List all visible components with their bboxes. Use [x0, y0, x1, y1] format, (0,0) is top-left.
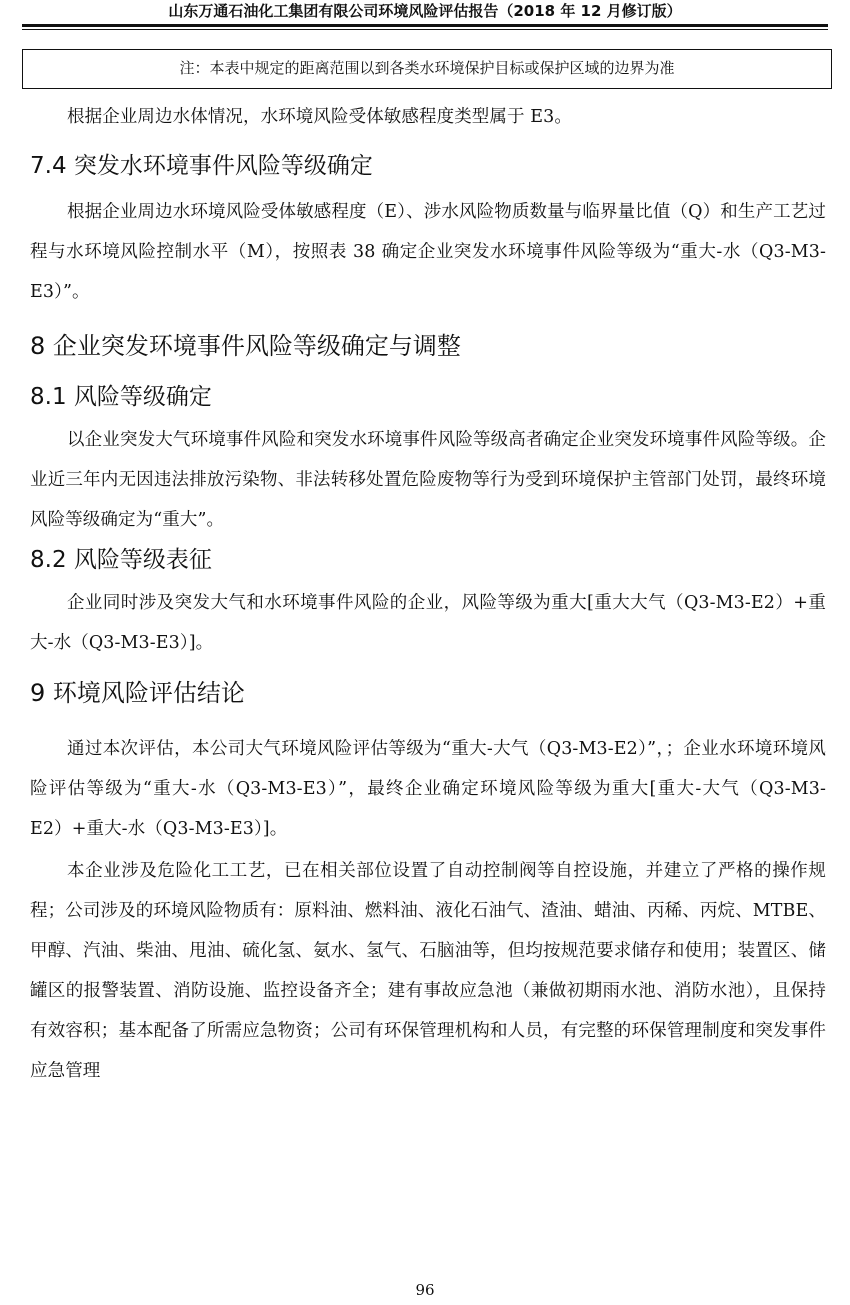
- intro-paragraph: 根据企业周边水体情况，水环境风险受体敏感程度类型属于 E3。: [67, 107, 572, 127]
- table-note: 注：本表中规定的距离范围以到各类水环境保护目标或保护区域的边界为准: [22, 49, 832, 89]
- section-8-2-heading: 8.2 风险等级表征: [30, 547, 212, 573]
- section-8-1-heading: 8.1 风险等级确定: [30, 384, 212, 410]
- header-rule-thin: [22, 29, 828, 30]
- section-8-1-paragraph: 以企业突发大气环境事件风险和突发水环境事件风险等级高者确定企业突发环境事件风险等级。企业近三年内无因违法排放污染物、非法转移处置危险废物等行为受到环境保护主管部门处罚，最终环境风险等级确定为“重大”。: [30, 430, 826, 530]
- section-7-4-paragraph: 根据企业周边水环境风险受体敏感程度（E）、涉水风险物质数量与临界量比值（Q）和生产工艺过程与水环境风险控制水平（M），按照表 38 确定企业突发水环境事件风险等级为“重大-水（Q3-M3-E3）”。: [30, 202, 826, 302]
- page-header: 山东万通石油化工集团有限公司环境风险评估报告（2018 年 12 月修订版）: [168, 2, 682, 20]
- section-8-heading: 8 企业突发环境事件风险等级确定与调整: [30, 332, 461, 360]
- header-rule-thick: [22, 24, 828, 27]
- document-body: [30, 97, 826, 1091]
- page-number: 96: [415, 1281, 435, 1299]
- section-9-paragraph-1: 通过本次评估，本公司大气环境风险评估等级为“重大-大气（Q3-M3-E2）”，；企业水环境环境风险评估等级为“重大-水（Q3-M3-E3）”，最终企业确定环境风险等级为重大[重大-大气（Q3-M3-E2）+重大-水（Q3-M3-E3）]。: [30, 739, 826, 839]
- section-7-4-heading: 7.4 突发水环境事件风险等级确定: [30, 153, 373, 179]
- section-8-2-paragraph: 企业同时涉及突发大气和水环境事件风险的企业，风险等级为重大[重大大气（Q3-M3-E2）+重大-水（Q3-M3-E3）]。: [30, 593, 826, 653]
- section-9-paragraph-2: 本企业涉及危险化工工艺，已在相关部位设置了自动控制阀等自控设施，并建立了严格的操作规程；公司涉及的环境风险物质有：原料油、燃料油、液化石油气、渣油、蜡油、丙稀、丙烷、MTBE、甲醇、汽油、柴油、甩油、硫化氢、氨水、氢气、石脑油等，但均按规范要求储存和使用；装置区、储罐区的报警装置、消防设施、监控设备齐全；建有事故应急池（兼做初期雨水池、消防水池），且保持有效容积；基本配备了所需应急物资；公司有环保管理机构和人员，有完整的环保管理制度和突发事件应急管理: [30, 861, 826, 1081]
- section-9-heading: 9 环境风险评估结论: [30, 679, 245, 707]
